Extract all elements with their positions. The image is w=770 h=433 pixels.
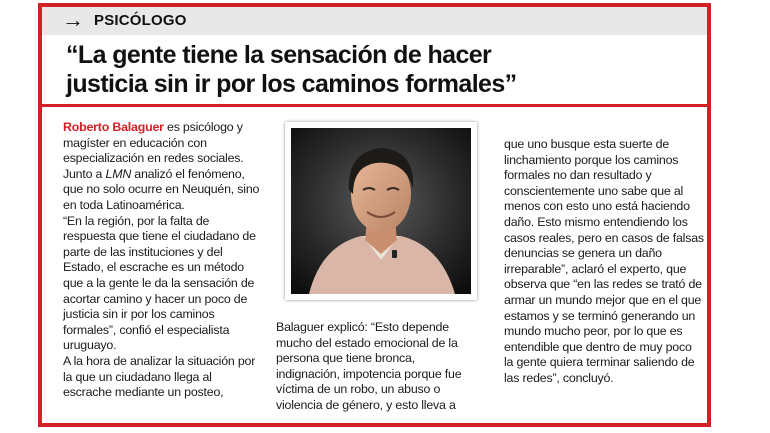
- headline-line-2: justicia sin ir por los caminos formales”: [66, 70, 517, 98]
- author-name: Roberto Balaguer: [63, 120, 164, 134]
- article-frame: [38, 3, 711, 427]
- analysis-paragraph: A la hora de analizar la situación por la que un ciudadano llega al escrache mediante un posteo,: [63, 353, 256, 400]
- section-bar: [42, 7, 707, 35]
- headline-line-1: “La gente tiene la sensación de hacer: [66, 41, 492, 69]
- quote-paragraph: “En la región, por la falta de respuesta que tiene el ciudadano de parte de las instituciones y del Estado, el escrache es un método que a la gente le da la sensación de acortar camino y hacer un poco de justicia sin ir por los caminos formales”, confió el especialista uruguayo.: [63, 213, 256, 353]
- headline: [66, 41, 706, 99]
- paragraph-lmn: Junto a LMN analizó el fenómeno, que no solo ocurre en Neuquén, sino en toda Latinoamérica.: [63, 166, 260, 212]
- arrow-right-icon: →: [62, 7, 84, 32]
- lmn-label: LMN: [105, 166, 132, 181]
- column-2: [276, 320, 481, 414]
- column-3-text: que uno busque esta suerte de linchamiento porque los caminos formales no dan resultado y conscientemente uno sabe que al menos con esto uno está haciendo daño. Esto mismo entendiendo los casos reales, pero en casos de falsas denuncias se genera un daño irreparable”, aclaró el experto, que observa que “en las redes se trató de armar un mundo mejor que en el que estamos y se terminó generando un mundo mucho peor, por lo que es entendible que dentro de muy poco la gente quiera terminar saliendo de las redes”, concluyó.: [504, 137, 704, 385]
- column-1: [63, 120, 263, 401]
- portrait-photo: [291, 128, 471, 294]
- intro-text: es psicólogo y magíster en educación con especialización en redes sociales.: [63, 120, 244, 166]
- column-3: [504, 137, 704, 387]
- headline-divider: [42, 104, 707, 107]
- portrait-photo-frame: [285, 122, 477, 300]
- intro-paragraph: [63, 120, 263, 167]
- section-label: PSICÓLOGO: [94, 12, 187, 29]
- column-2-text: Balaguer explicó: “Esto depende mucho del estado emocional de la persona que tiene bronca, indignación, impotencia porque fue víctima de un robo, un abuso o violencia de género, y esto lleva a: [276, 320, 462, 412]
